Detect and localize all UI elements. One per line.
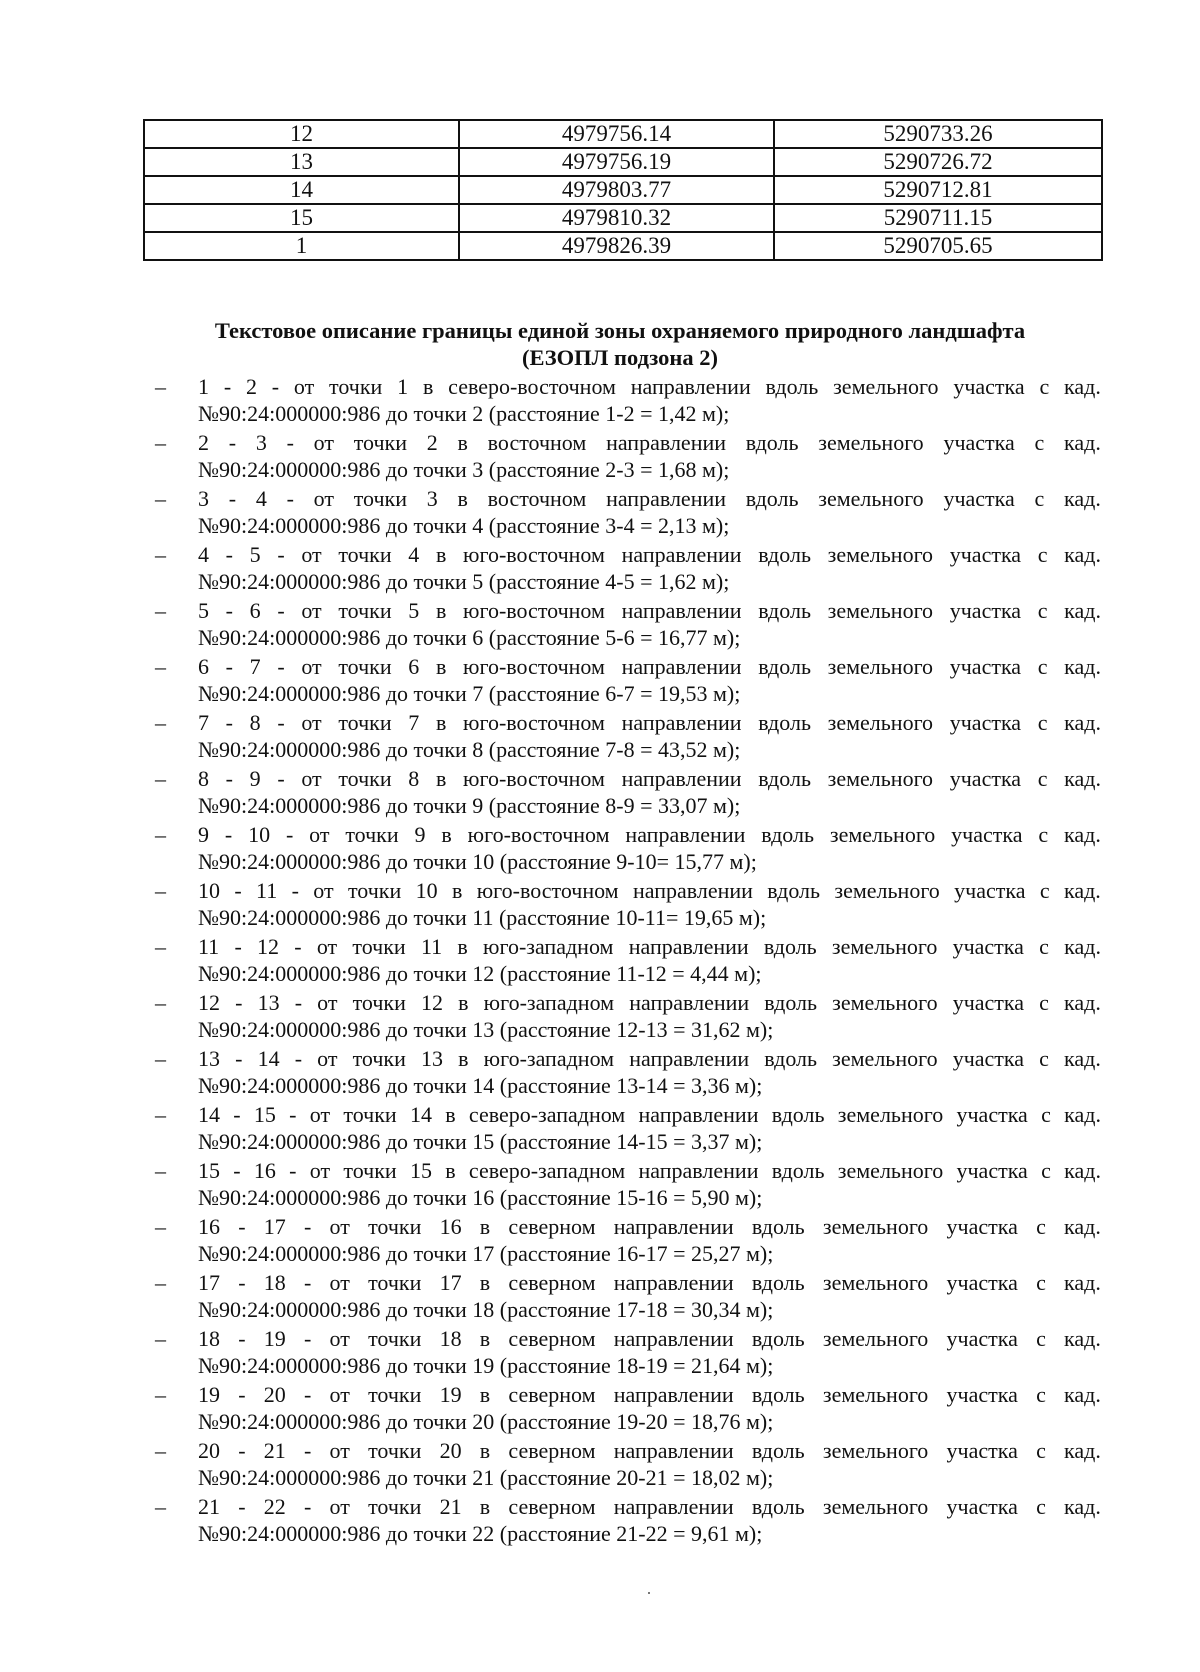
list-bullet-dash: – — [155, 934, 166, 959]
list-item — [0, 1381, 1200, 1437]
description-line-1: 3 - 4 - от точки 3 в восточном направлении вдоль земельного участка с кад. — [198, 486, 1101, 511]
list-item — [0, 1157, 1200, 1213]
list-item — [0, 485, 1200, 541]
x-coordinate-cell: 4979810.32 — [459, 204, 774, 232]
list-item — [0, 821, 1200, 877]
table-row — [144, 232, 1102, 260]
list-item — [0, 1213, 1200, 1269]
description-line-1: 12 - 13 - от точки 12 в юго-западном направлении вдоль земельного участка с кад. — [198, 990, 1101, 1015]
coordinates-table — [143, 119, 1103, 261]
y-coordinate-cell: 5290726.72 — [774, 148, 1102, 176]
description-line-2: №90:24:000000:986 до точки 3 (расстояние 2-3 = 1,68 м); — [198, 457, 730, 482]
list-item — [0, 877, 1200, 933]
list-bullet-dash: – — [155, 598, 166, 623]
boundary-description-list — [0, 373, 1200, 1549]
description-line-2: №90:24:000000:986 до точки 10 (расстояние 9-10= 15,77 м); — [198, 849, 757, 874]
description-line-2: №90:24:000000:986 до точки 6 (расстояние 5-6 = 16,77 м); — [198, 625, 741, 650]
description-line-2: №90:24:000000:986 до точки 12 (расстояние 11-12 = 4,44 м); — [198, 961, 762, 986]
list-item — [0, 541, 1200, 597]
list-item — [0, 765, 1200, 821]
list-bullet-dash: – — [155, 1102, 166, 1127]
list-bullet-dash: – — [155, 1326, 166, 1351]
description-line-1: 15 - 16 - от точки 15 в северо-западном направлении вдоль земельного участка с кад. — [198, 1158, 1101, 1183]
description-line-1: 20 - 21 - от точки 20 в северном направлении вдоль земельного участка с кад. — [198, 1438, 1101, 1463]
description-line-1: 14 - 15 - от точки 14 в северо-западном направлении вдоль земельного участка с кад. — [198, 1102, 1101, 1127]
description-line-2: №90:24:000000:986 до точки 16 (расстояние 15-16 = 5,90 м); — [198, 1185, 763, 1210]
description-line-1: 19 - 20 - от точки 19 в северном направлении вдоль земельного участка с кад. — [198, 1382, 1101, 1407]
description-line-1: 4 - 5 - от точки 4 в юго-восточном направлении вдоль земельного участка с кад. — [198, 542, 1101, 567]
x-coordinate-cell: 4979803.77 — [459, 176, 774, 204]
description-line-2: №90:24:000000:986 до точки 14 (расстояние 13-14 = 3,36 м); — [198, 1073, 763, 1098]
list-bullet-dash: – — [155, 430, 166, 455]
description-line-2: №90:24:000000:986 до точки 18 (расстояние 17-18 = 30,34 м); — [198, 1297, 774, 1322]
list-bullet-dash: – — [155, 1158, 166, 1183]
description-line-2: №90:24:000000:986 до точки 17 (расстояние 16-17 = 25,27 м); — [198, 1241, 774, 1266]
y-coordinate-cell: 5290733.26 — [774, 120, 1102, 148]
list-item — [0, 1325, 1200, 1381]
list-bullet-dash: – — [155, 822, 166, 847]
point-number-cell: 1 — [144, 232, 459, 260]
list-bullet-dash: – — [155, 1494, 166, 1519]
point-number-cell: 13 — [144, 148, 459, 176]
coordinates-table-body — [144, 120, 1102, 260]
list-bullet-dash: – — [155, 1214, 166, 1239]
list-item — [0, 429, 1200, 485]
list-item — [0, 1437, 1200, 1493]
point-number-cell: 12 — [144, 120, 459, 148]
description-line-2: №90:24:000000:986 до точки 22 (расстояние 21-22 = 9,61 м); — [198, 1521, 763, 1546]
description-line-1: 21 - 22 - от точки 21 в северном направлении вдоль земельного участка с кад. — [198, 1494, 1101, 1519]
description-line-2: №90:24:000000:986 до точки 4 (расстояние 3-4 = 2,13 м); — [198, 513, 730, 538]
y-coordinate-cell: 5290711.15 — [774, 204, 1102, 232]
section-title-line1: Текстовое описание границы единой зоны охраняемого природного ландшафта — [214, 318, 1026, 343]
list-bullet-dash: – — [155, 654, 166, 679]
description-line-1: 18 - 19 - от точки 18 в северном направлении вдоль земельного участка с кад. — [198, 1326, 1101, 1351]
scan-speck — [648, 1592, 650, 1594]
description-line-1: 2 - 3 - от точки 2 в восточном направлении вдоль земельного участка с кад. — [198, 430, 1101, 455]
x-coordinate-cell: 4979756.14 — [459, 120, 774, 148]
description-line-1: 1 - 2 - от точки 1 в северо-восточном направлении вдоль земельного участка с кад. — [198, 374, 1101, 399]
description-line-1: 16 - 17 - от точки 16 в северном направлении вдоль земельного участка с кад. — [198, 1214, 1101, 1239]
list-item — [0, 1493, 1200, 1549]
table-row — [144, 204, 1102, 232]
description-line-1: 11 - 12 - от точки 11 в юго-западном направлении вдоль земельного участка с кад. — [198, 934, 1101, 959]
list-bullet-dash: – — [155, 990, 166, 1015]
list-item — [0, 989, 1200, 1045]
description-line-1: 9 - 10 - от точки 9 в юго-восточном направлении вдоль земельного участка с кад. — [198, 822, 1101, 847]
list-item — [0, 1269, 1200, 1325]
description-line-1: 6 - 7 - от точки 6 в юго-восточном направлении вдоль земельного участка с кад. — [198, 654, 1101, 679]
description-line-1: 13 - 14 - от точки 13 в юго-западном направлении вдоль земельного участка с кад. — [198, 1046, 1101, 1071]
description-line-1: 17 - 18 - от точки 17 в северном направлении вдоль земельного участка с кад. — [198, 1270, 1101, 1295]
description-line-2: №90:24:000000:986 до точки 5 (расстояние 4-5 = 1,62 м); — [198, 569, 730, 594]
list-item — [0, 653, 1200, 709]
description-line-2: №90:24:000000:986 до точки 15 (расстояние 14-15 = 3,37 м); — [198, 1129, 763, 1154]
description-line-2: №90:24:000000:986 до точки 8 (расстояние 7-8 = 43,52 м); — [198, 737, 741, 762]
description-line-2: №90:24:000000:986 до точки 13 (расстояние 12-13 = 31,62 м); — [198, 1017, 774, 1042]
description-line-2: №90:24:000000:986 до точки 9 (расстояние 8-9 = 33,07 м); — [198, 793, 741, 818]
list-bullet-dash: – — [155, 1270, 166, 1295]
table-row — [144, 148, 1102, 176]
description-line-2: №90:24:000000:986 до точки 2 (расстояние 1-2 = 1,42 м); — [198, 401, 730, 426]
list-bullet-dash: – — [155, 542, 166, 567]
description-line-1: 8 - 9 - от точки 8 в юго-восточном направлении вдоль земельного участка с кад. — [198, 766, 1101, 791]
x-coordinate-cell: 4979756.19 — [459, 148, 774, 176]
description-line-2: №90:24:000000:986 до точки 19 (расстояние 18-19 = 21,64 м); — [198, 1353, 774, 1378]
y-coordinate-cell: 5290712.81 — [774, 176, 1102, 204]
list-bullet-dash: – — [155, 1382, 166, 1407]
list-bullet-dash: – — [155, 374, 166, 399]
table-row — [144, 120, 1102, 148]
list-item — [0, 933, 1200, 989]
list-bullet-dash: – — [155, 1046, 166, 1071]
description-line-2: №90:24:000000:986 до точки 7 (расстояние 6-7 = 19,53 м); — [198, 681, 741, 706]
point-number-cell: 14 — [144, 176, 459, 204]
point-number-cell: 15 — [144, 204, 459, 232]
section-title — [140, 317, 1100, 371]
list-bullet-dash: – — [155, 878, 166, 903]
list-item — [0, 1045, 1200, 1101]
description-line-1: 10 - 11 - от точки 10 в юго-восточном направлении вдоль земельного участка с кад. — [198, 878, 1101, 903]
description-line-1: 7 - 8 - от точки 7 в юго-восточном направлении вдоль земельного участка с кад. — [198, 710, 1101, 735]
list-bullet-dash: – — [155, 766, 166, 791]
table-row — [144, 176, 1102, 204]
list-item — [0, 373, 1200, 429]
description-line-1: 5 - 6 - от точки 5 в юго-восточном направлении вдоль земельного участка с кад. — [198, 598, 1101, 623]
list-bullet-dash: – — [155, 710, 166, 735]
list-item — [0, 597, 1200, 653]
description-line-2: №90:24:000000:986 до точки 11 (расстояние 10-11= 19,65 м); — [198, 905, 767, 930]
y-coordinate-cell: 5290705.65 — [774, 232, 1102, 260]
description-line-2: №90:24:000000:986 до точки 21 (расстояние 20-21 = 18,02 м); — [198, 1465, 774, 1490]
list-item — [0, 709, 1200, 765]
x-coordinate-cell: 4979826.39 — [459, 232, 774, 260]
description-line-2: №90:24:000000:986 до точки 20 (расстояние 19-20 = 18,76 м); — [198, 1409, 774, 1434]
section-title-line2: (ЕЗОПЛ подзона 2) — [521, 345, 718, 370]
list-bullet-dash: – — [155, 486, 166, 511]
list-bullet-dash: – — [155, 1438, 166, 1463]
list-item — [0, 1101, 1200, 1157]
